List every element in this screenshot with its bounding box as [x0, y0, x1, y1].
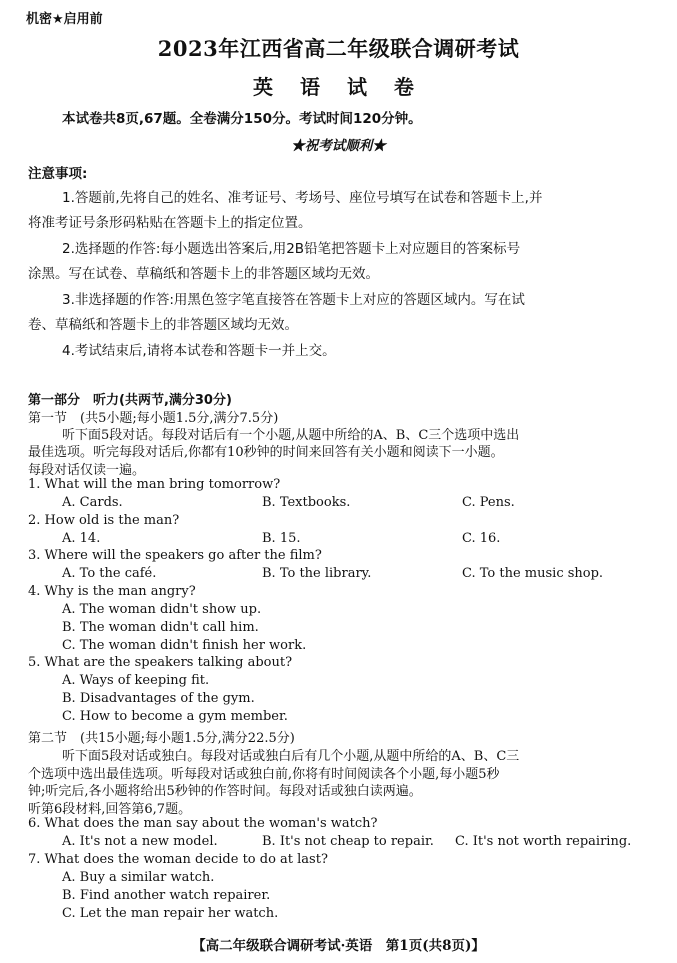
section2-instruction: 听下面5段对话或独白。每段对话或独白后有几个小题,从题中所给的A、B、C三 [62, 749, 520, 764]
good-luck-line: ★祝考试顺利★ [291, 138, 386, 154]
answer-option: A. It's not a new model. [62, 834, 218, 849]
page-footer: 【高二年级联合调研考试·英语 第1页(共8页)】 [192, 938, 485, 954]
section1-instruction: 每段对话仅读一遍。 [28, 463, 146, 478]
answer-option: C. Pens. [462, 495, 515, 510]
section2-instruction: 个选项中选出最佳选项。听每段对话或独白前,你将有时间阅读各个小题,每小题5秒 [28, 767, 500, 782]
notes-line: 3.非选择题的作答:用黑色签字笔直接答在答题卡上对应的答题区域内。写在试 [62, 292, 525, 308]
notes-line: 4.考试结束后,请将本试卷和答题卡一并上交。 [62, 343, 336, 359]
answer-option: A. Buy a similar watch. [62, 870, 215, 885]
answer-option: B. The woman didn't call him. [62, 620, 259, 635]
material-instruction: 听第6段材料,回答第6,7题。 [28, 802, 192, 817]
section1-heading: 第一节 (共5小题;每小题1.5分,满分7.5分) [28, 411, 279, 426]
answer-option: B. 15. [262, 531, 301, 546]
answer-option: B. Disadvantages of the gym. [62, 691, 255, 706]
answer-option: C. The woman didn't finish her work. [62, 638, 307, 653]
notes-line: 1.答题前,先将自己的姓名、准考证号、考场号、座位号填写在试卷和答题卡上,并 [62, 190, 543, 206]
answer-option: B. Find another watch repairer. [62, 888, 271, 903]
answer-option: A. 14. [62, 531, 101, 546]
notes-line: 2.选择题的作答:每小题选出答案后,用2B铅笔把答题卡上对应题目的答案标号 [62, 241, 521, 257]
section2-heading: 第二节 (共15小题;每小题1.5分,满分22.5分) [28, 731, 295, 746]
notes-line: 卷、草稿纸和答题卡上的非答题区域均无效。 [28, 317, 298, 333]
exam-subtitle: 英 语 试 卷 [253, 75, 424, 99]
answer-option: B. It's not cheap to repair. [262, 834, 434, 849]
question-text: 7. What does the woman decide to do at last? [28, 852, 328, 867]
answer-option: B. Textbooks. [262, 495, 351, 510]
confidential-label: 机密★启用前 [26, 12, 103, 27]
notes-line: 涂黑。写在试卷、草稿纸和答题卡上的非答题区域均无效。 [28, 266, 379, 282]
notes-line: 将准考证号条形码粘贴在答题卡上的指定位置。 [28, 215, 312, 231]
question-text: 1. What will the man bring tomorrow? [28, 477, 281, 492]
section2-instruction: 钟;听完后,各小题将给出5秒钟的作答时间。每段对话或独白读两遍。 [28, 784, 422, 799]
answer-option: A. The woman didn't show up. [62, 602, 262, 617]
question-text: 6. What does the man say about the woman's watch? [28, 816, 378, 831]
question-text: 4. Why is the man angry? [28, 584, 196, 599]
section1-instruction: 最佳选项。听完每段对话后,你都有10秒钟的时间来回答有关小题和阅读下一小题。 [28, 445, 504, 460]
answer-option: A. To the café. [62, 566, 157, 581]
answer-option: B. To the library. [262, 566, 372, 581]
question-text: 3. Where will the speakers go after the film? [28, 548, 322, 563]
answer-option: C. Let the man repair her watch. [62, 906, 279, 921]
answer-option: A. Cards. [62, 495, 123, 510]
answer-option: A. Ways of keeping fit. [62, 673, 210, 688]
question-text: 5. What are the speakers talking about? [28, 655, 293, 670]
answer-option: C. 16. [462, 531, 501, 546]
answer-option: C. To the music shop. [462, 566, 604, 581]
question-text: 2. How old is the man? [28, 513, 180, 528]
part1-heading: 第一部分 听力(共两节,满分30分) [28, 393, 232, 408]
answer-option: C. It's not worth repairing. [455, 834, 632, 849]
notes-heading: 注意事项: [28, 166, 88, 182]
exam-title: 2023年江西省高二年级联合调研考试 [157, 36, 520, 61]
answer-option: C. How to become a gym member. [62, 709, 288, 724]
section1-instruction: 听下面5段对话。每段对话后有一个小题,从题中所给的A、B、C三个选项中选出 [62, 428, 520, 443]
exam-meta: 本试卷共8页,67题。全卷满分150分。考试时间120分钟。 [62, 111, 422, 127]
